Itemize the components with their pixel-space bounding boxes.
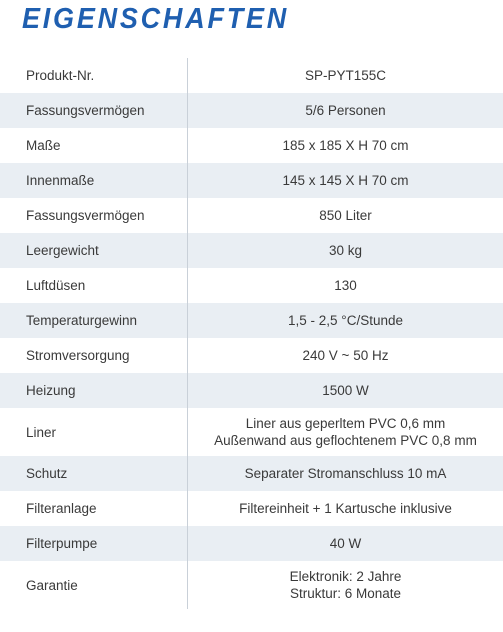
spec-row-dimensions: [0, 128, 503, 163]
spec-label: Fassungsvermögen: [0, 198, 188, 233]
spec-label: Stromversorgung: [0, 338, 188, 373]
spec-value: Filtereinheit + 1 Kartusche inklusive: [239, 501, 452, 516]
spec-label: Innenmaße: [0, 163, 188, 198]
spec-label: Schutz: [0, 456, 188, 491]
spec-value: Elektronik: 2 Jahre Struktur: 6 Monate: [289, 569, 402, 601]
spec-value: Separater Stromanschluss 10 mA: [244, 466, 447, 481]
spec-row-capacity-liters: [0, 198, 503, 233]
spec-row-air-jets: [0, 268, 503, 303]
spec-row-temperature-gain: [0, 303, 503, 338]
spec-value: Liner aus geperltem PVC 0,6 mm Außenwand aus geflochtenem PVC 0,8 mm: [214, 416, 477, 448]
spec-label: Luftdüsen: [0, 268, 188, 303]
spec-label: Produkt-Nr.: [0, 58, 188, 93]
spec-value: 1500 W: [322, 383, 369, 398]
spec-label: Temperaturgewinn: [0, 303, 188, 338]
spec-row-heating: [0, 373, 503, 408]
spec-label: Maße: [0, 128, 188, 163]
spec-value: 1,5 - 2,5 °C/Stunde: [288, 313, 403, 328]
spec-row-liner: [0, 408, 503, 456]
spec-label: Filterpumpe: [0, 526, 188, 561]
specs-table: [0, 58, 503, 609]
spec-value: 40 W: [329, 536, 362, 551]
spec-label: Heizung: [0, 373, 188, 408]
spec-value: 30 kg: [328, 243, 363, 258]
spec-row-filter-system: [0, 491, 503, 526]
spec-label: Leergewicht: [0, 233, 188, 268]
spec-value: 240 V ~ 50 Hz: [302, 348, 389, 363]
spec-row-inner-dimensions: [0, 163, 503, 198]
spec-row-capacity-persons: [0, 93, 503, 128]
spec-label: Fassungsvermögen: [0, 93, 188, 128]
spec-value: 850 Liter: [319, 208, 372, 223]
spec-row-product-number: [0, 58, 503, 93]
spec-row-power-supply: [0, 338, 503, 373]
spec-label: Garantie: [0, 561, 188, 609]
spec-value: 5/6 Personen: [305, 103, 386, 118]
spec-label: Liner: [0, 408, 188, 456]
page-title: EIGENSCHAFTEN: [22, 3, 290, 35]
spec-row-protection: [0, 456, 503, 491]
spec-value: 130: [334, 278, 357, 293]
spec-label: Filteranlage: [0, 491, 188, 526]
spec-row-warranty: [0, 561, 503, 609]
spec-value: 185 x 185 X H 70 cm: [282, 138, 409, 153]
spec-row-filter-pump: [0, 526, 503, 561]
spec-value: 145 x 145 X H 70 cm: [282, 173, 409, 188]
spec-value: SP-PYT155C: [304, 68, 387, 83]
spec-row-empty-weight: [0, 233, 503, 268]
